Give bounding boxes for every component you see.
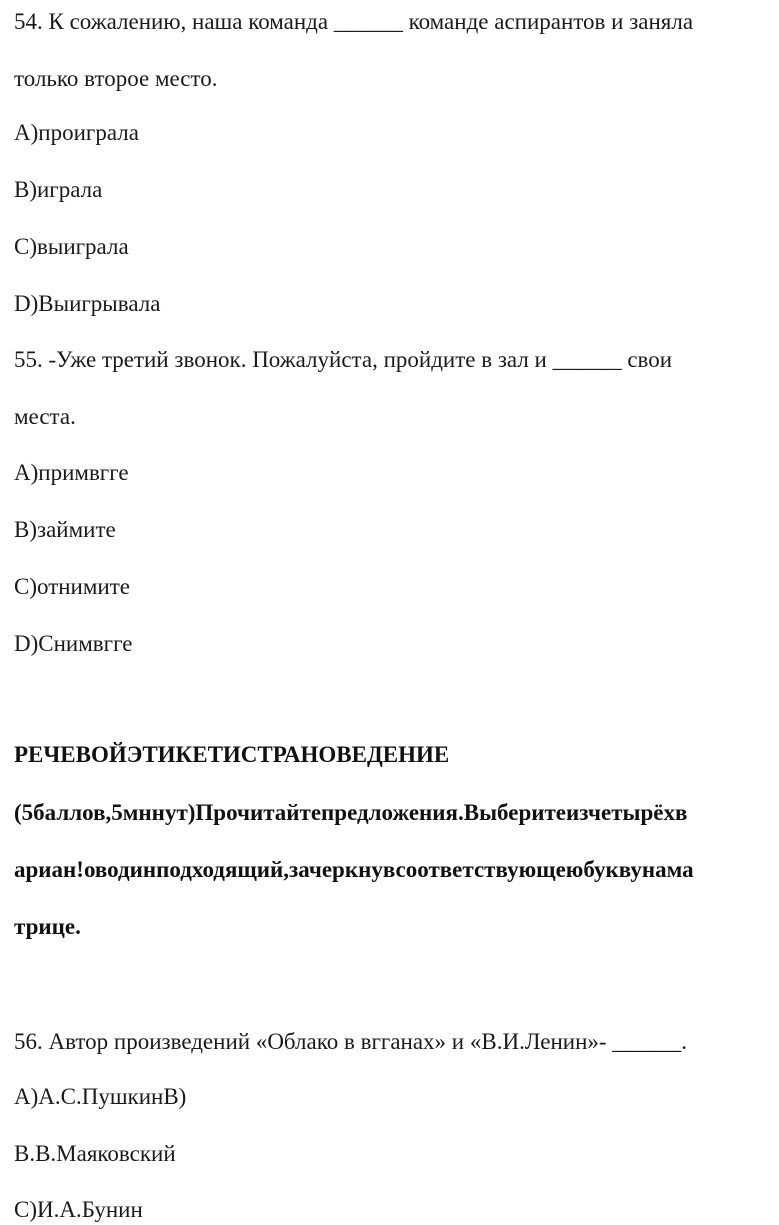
question-54-option-b: B)играла <box>14 177 103 202</box>
question-55-line-2: места. <box>14 404 76 429</box>
question-55-option-c: C)отнимите <box>14 574 130 599</box>
section-instruction-line-2: ариан!оводинподходящий,зачеркнувсоответствующеюбуквунама <box>14 857 694 882</box>
question-55-line-1: 55. -Уже третий звонок. Пожалуйста, пройдите в зал и ______ свои <box>14 347 673 372</box>
question-55-option-a: A)примвгге <box>14 460 129 485</box>
section-heading: РЕЧЕВОЙЭТИКЕТИСТРАНОВЕДЕНИЕ <box>14 742 450 767</box>
question-56-option-c: C)И.А.Бунин <box>14 1197 143 1222</box>
question-54-option-d: D)Выигрывала <box>14 291 161 316</box>
question-54-line-1: 54. К сожалению, наша команда ______ команде аспирантов и заняла <box>14 9 694 34</box>
question-56-option-b: В.В.Маяковский <box>14 1141 176 1166</box>
question-55-option-b: B)займите <box>14 517 116 542</box>
question-54-option-a: A)проиграла <box>14 120 139 145</box>
question-54-line-2: только второе место. <box>14 66 218 91</box>
section-instruction-line-1: (5баллов,5мннут)Прочитайтепредложения.Выберитеизчетырёхв <box>14 800 688 825</box>
section-instruction-line-3: трице. <box>14 914 81 939</box>
question-56-line-1: 56. Автор произведений «Облако в вгганах» и «В.И.Ленин»- ______. <box>14 1029 688 1054</box>
question-55-option-d: D)Снимвгге <box>14 631 133 656</box>
question-54-option-c: C)выиграла <box>14 234 129 259</box>
question-56-option-a: A)А.С.ПушкинB) <box>14 1084 187 1109</box>
